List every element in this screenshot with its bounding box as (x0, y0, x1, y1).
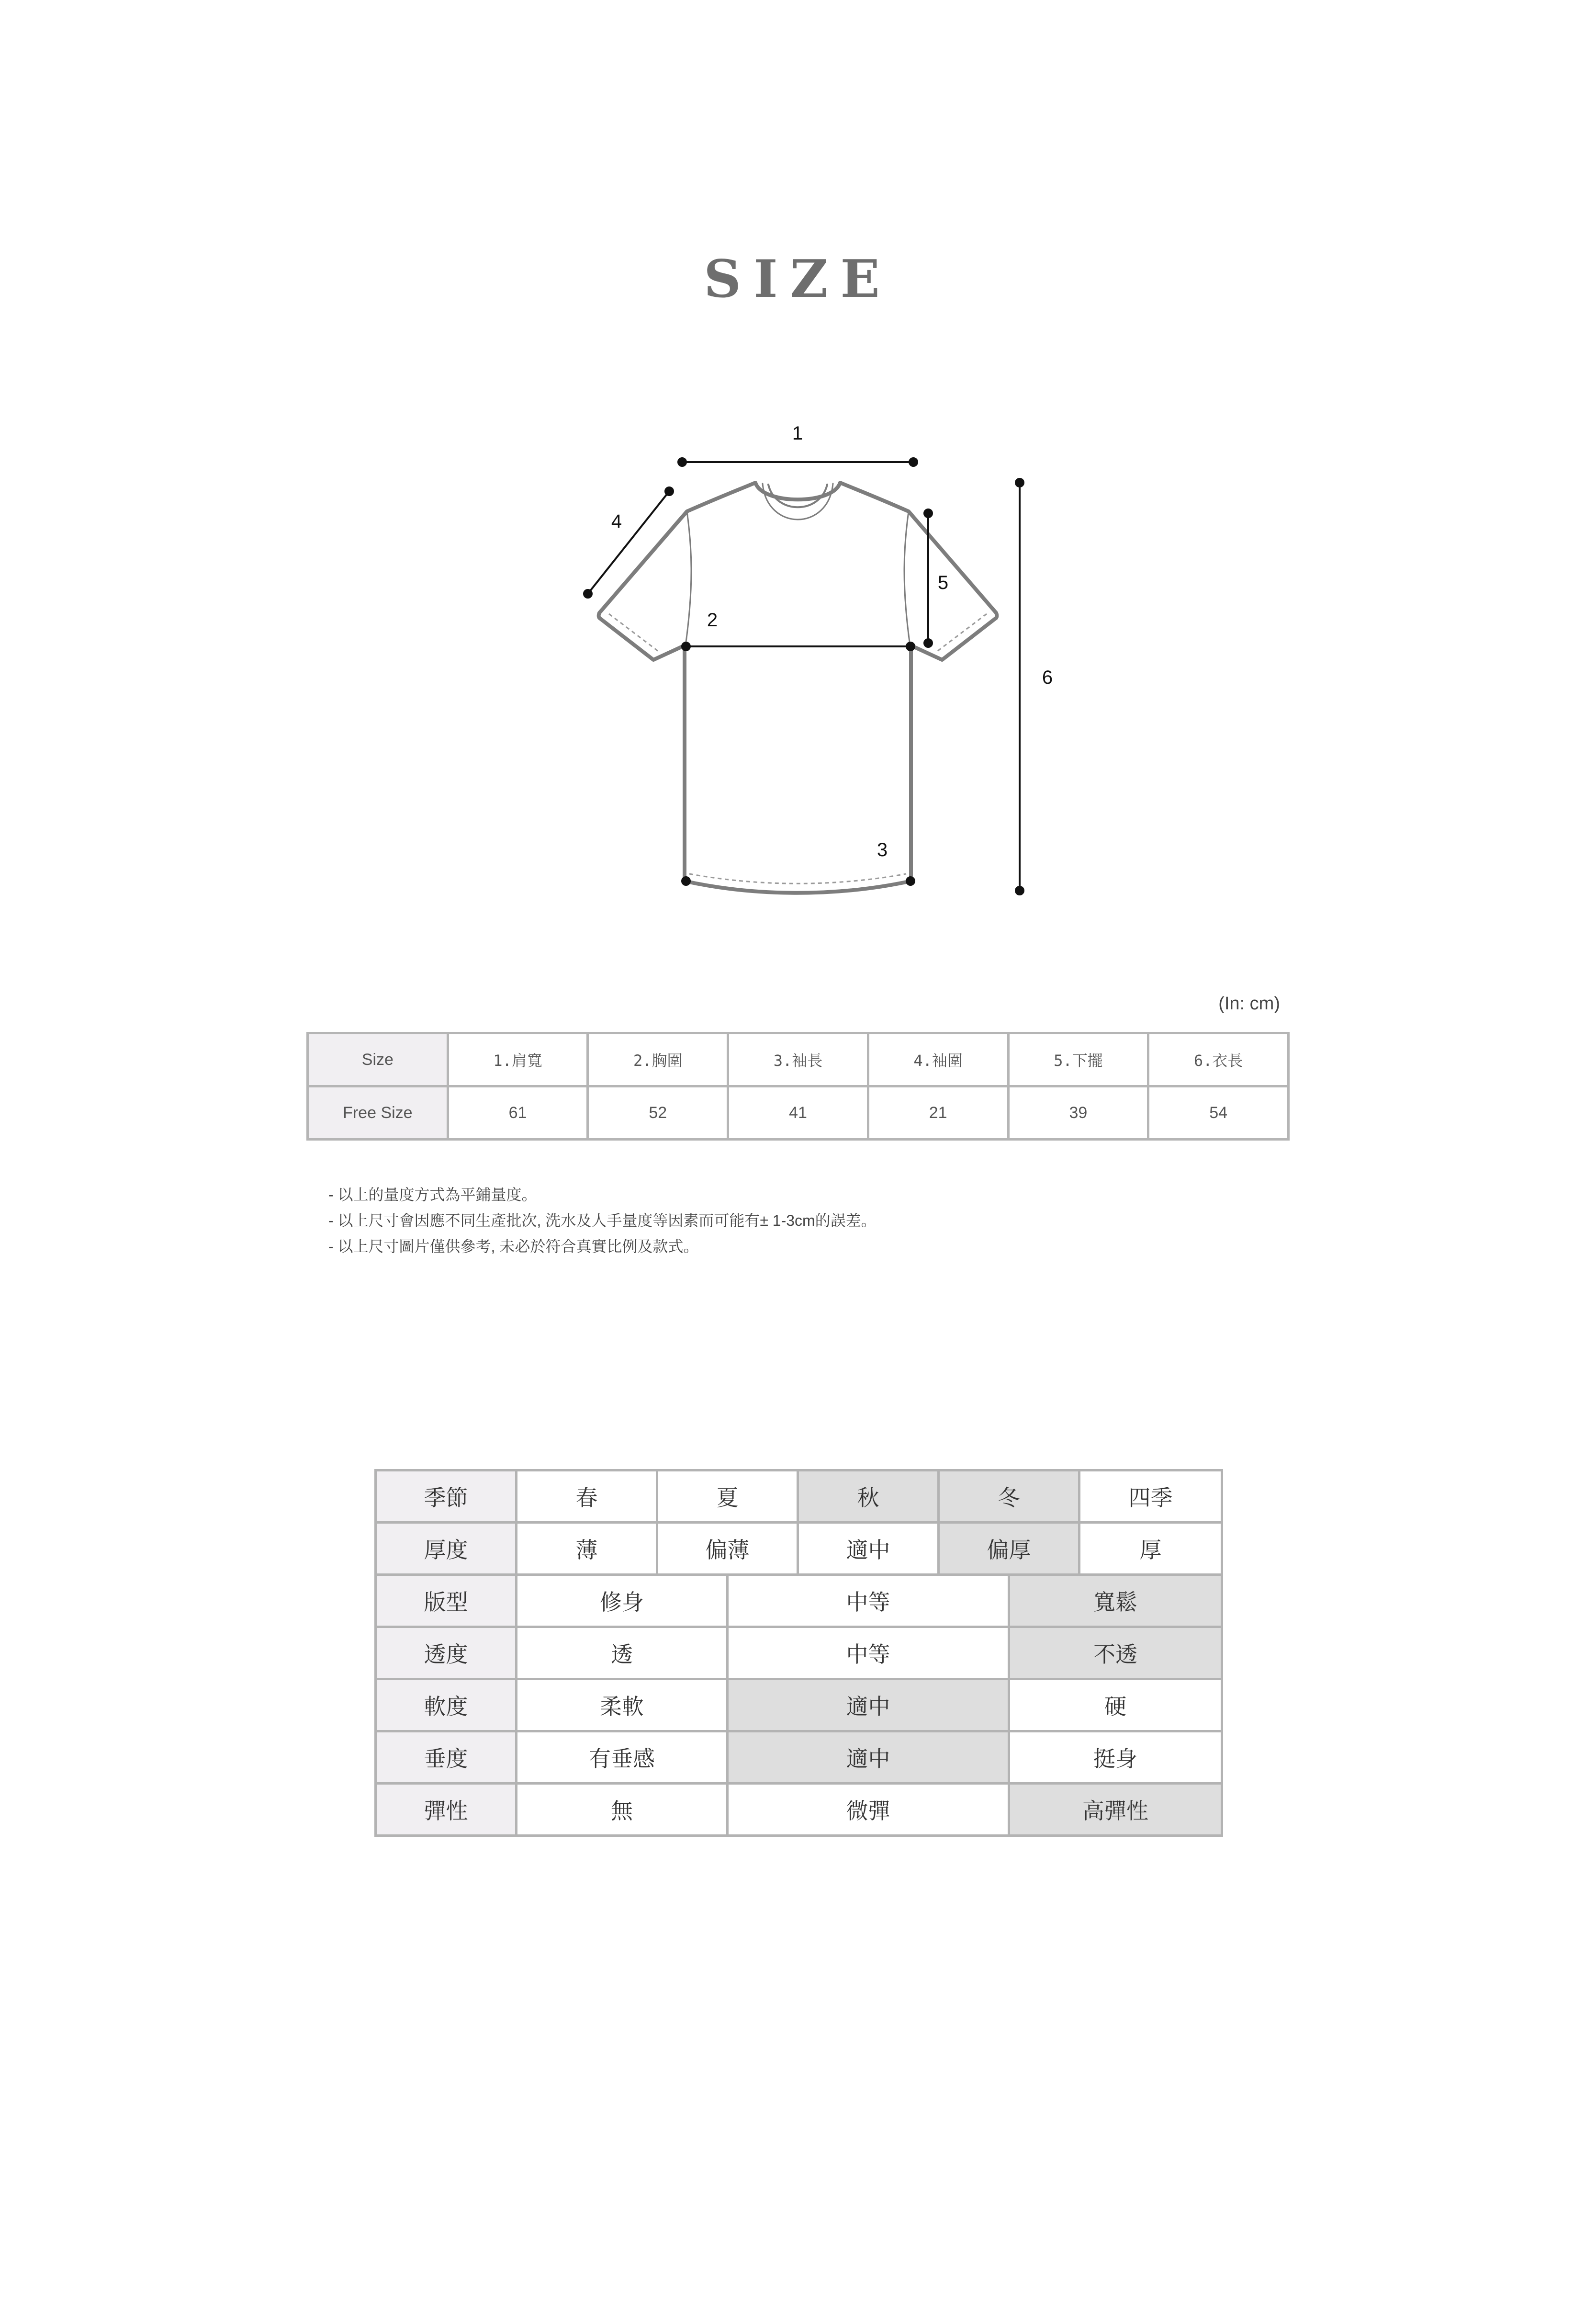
attr-option: 硬 (1009, 1679, 1222, 1731)
measure-point-3b (907, 877, 914, 885)
attr-row-transparency (376, 1627, 1222, 1679)
attr-option: 春 (517, 1470, 657, 1523)
attr-row-softness (376, 1679, 1222, 1731)
measure-point-3a (682, 877, 690, 885)
attr-option-selected: 秋 (798, 1470, 939, 1523)
attr-label: 季節 (376, 1470, 517, 1523)
attr-label: 軟度 (376, 1679, 517, 1731)
attr-option: 偏薄 (657, 1523, 798, 1575)
armhole-right (904, 511, 910, 645)
attr-label: 彈性 (376, 1784, 517, 1836)
size-row-label: Free Size (308, 1086, 448, 1140)
collar-rib (763, 484, 833, 520)
attr-option-selected: 冬 (939, 1470, 1079, 1523)
attr-option: 薄 (517, 1523, 657, 1575)
attr-option: 夏 (657, 1470, 798, 1523)
attr-option-selected: 寬鬆 (1009, 1575, 1222, 1627)
unit-label: (In: cm) (1218, 994, 1280, 1014)
attr-option-selected: 適中 (728, 1731, 1009, 1784)
attr-option: 柔軟 (517, 1679, 728, 1731)
size-value-cell: 54 (1148, 1086, 1289, 1140)
measure-label-5: 5 (937, 572, 949, 593)
attr-option: 適中 (798, 1523, 939, 1575)
attr-row-drape (376, 1731, 1222, 1784)
measure-label-4: 4 (611, 511, 622, 532)
attr-option: 修身 (517, 1575, 728, 1627)
attr-option: 四季 (1079, 1470, 1222, 1523)
tshirt-outline (599, 483, 997, 893)
measure-label-2: 2 (707, 610, 718, 631)
size-header-cell: 5.下擺 (1008, 1033, 1148, 1086)
measure-label-1: 1 (792, 423, 803, 444)
size-header-cell: Size (308, 1033, 448, 1086)
size-value-cell: 21 (868, 1086, 1008, 1140)
size-table-header-row (308, 1033, 1289, 1086)
attr-row-season (376, 1470, 1222, 1523)
attr-label: 版型 (376, 1575, 517, 1627)
size-value-cell: 61 (448, 1086, 588, 1140)
size-header-cell: 4.袖圍 (868, 1033, 1008, 1086)
size-value-cell: 52 (588, 1086, 728, 1140)
size-value-cell: 39 (1008, 1086, 1148, 1140)
size-header-cell: 2.胸圍 (588, 1033, 728, 1086)
size-header-cell: 6.衣長 (1148, 1033, 1289, 1086)
attr-option: 厚 (1079, 1523, 1222, 1575)
attr-row-fit (376, 1575, 1222, 1627)
measure-label-3: 3 (877, 839, 888, 860)
size-header-cell: 3.袖長 (728, 1033, 868, 1086)
size-header-cell: 1.肩寬 (448, 1033, 588, 1086)
note-line: - 以上尺寸圖片僅供參考, 未必於符合真實比例及款式。 (328, 1238, 699, 1255)
bottom-hem (689, 874, 906, 883)
attr-label: 厚度 (376, 1523, 517, 1575)
attr-option-selected: 偏厚 (939, 1523, 1079, 1575)
attr-option: 中等 (728, 1627, 1009, 1679)
measure-label-6: 6 (1042, 667, 1053, 688)
attr-row-elasticity (376, 1784, 1222, 1836)
attr-option: 無 (517, 1784, 728, 1836)
size-table-row (308, 1086, 1289, 1140)
attr-option: 微彈 (728, 1784, 1009, 1836)
attr-row-thickness (376, 1523, 1222, 1575)
size-value-cell: 41 (728, 1086, 868, 1140)
attr-option: 挺身 (1009, 1731, 1222, 1784)
fabric-attributes-table (374, 1469, 1223, 1837)
attr-label: 透度 (376, 1627, 517, 1679)
attr-option-selected: 不透 (1009, 1627, 1222, 1679)
note-line: - 以上尺寸會因應不同生產批次, 洗水及人手量度等因素而可能有± 1-3cm的誤差。 (328, 1212, 877, 1229)
measurement-notes (328, 1182, 877, 1259)
attr-label: 垂度 (376, 1731, 517, 1784)
attr-option: 透 (517, 1627, 728, 1679)
attr-option: 有垂感 (517, 1731, 728, 1784)
tshirt-diagram (551, 402, 1101, 905)
note-line: - 以上的量度方式為平鋪量度。 (328, 1186, 537, 1203)
attr-option-selected: 適中 (728, 1679, 1009, 1731)
size-table (306, 1032, 1290, 1141)
attr-option: 中等 (728, 1575, 1009, 1627)
armhole-left (686, 511, 691, 645)
attr-option-selected: 高彈性 (1009, 1784, 1222, 1836)
page-title: SIZE (704, 249, 892, 309)
